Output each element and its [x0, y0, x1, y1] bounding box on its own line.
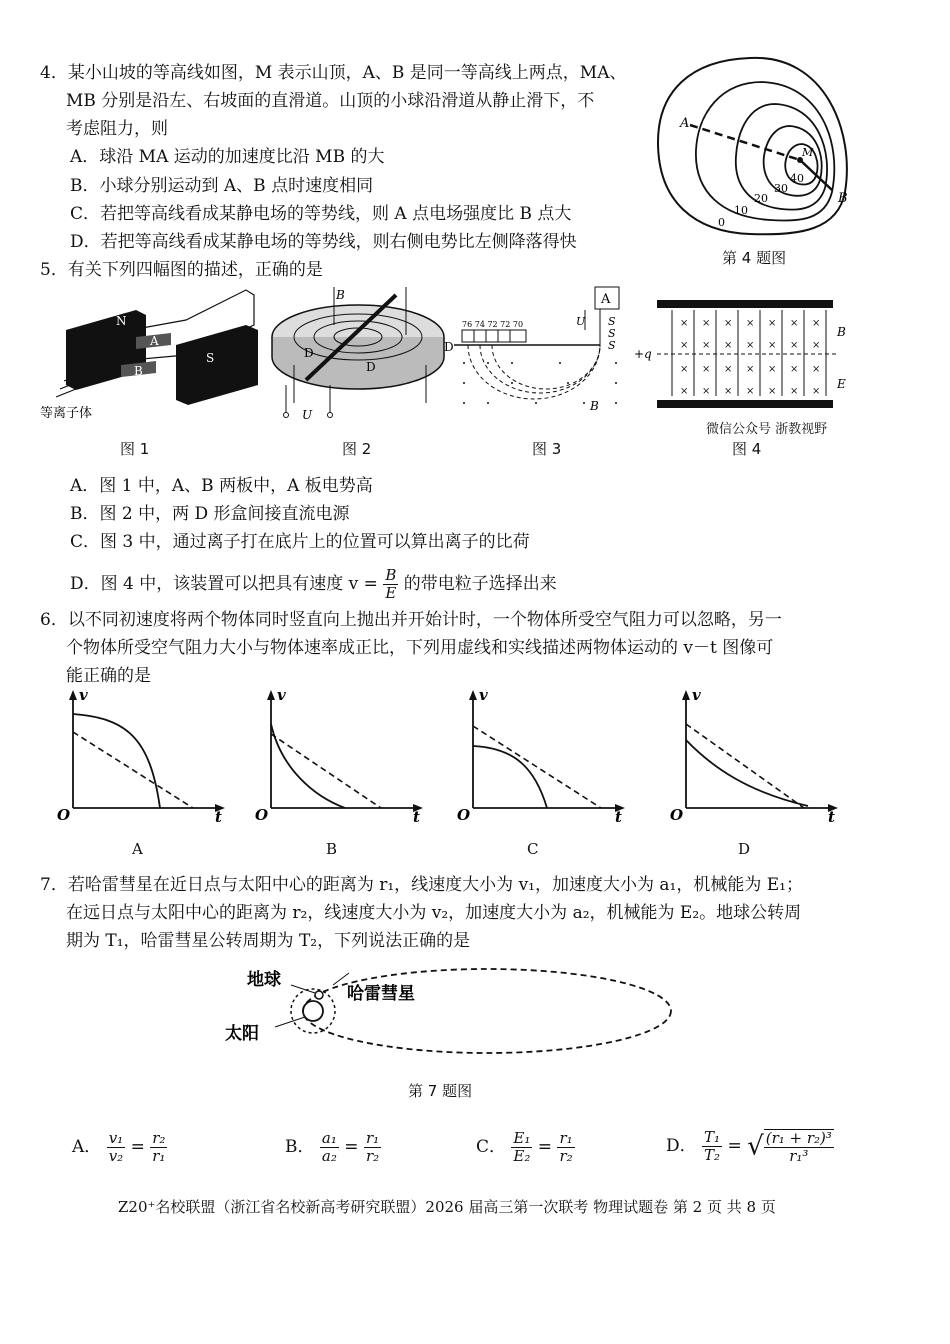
- q5-option-c: C．图 3 中，通过离子打在底片上的位置可以算出离子的比荷: [70, 532, 530, 552]
- q5-fig4-field-b: B: [837, 325, 846, 339]
- q4-option-a: A．球沿 MA 运动的加速度比沿 MB 的大: [70, 147, 385, 167]
- svg-text:×: ×: [768, 386, 777, 397]
- q5-option-d: [70, 567, 557, 602]
- q5-fig1-s-pole: S: [206, 351, 215, 365]
- q4-option-b: B．小球分别运动到 A、B 点时速度相同: [70, 176, 374, 196]
- q5-fig2-field-b: B: [336, 288, 345, 302]
- q4-contour-30: 30: [774, 182, 788, 195]
- q6-stem-line2: 个物体所受空气阻力大小与物体速率成正比，下列用虚线和实线描述两物体运动的 v－t 图像可: [66, 638, 774, 658]
- svg-text:×: ×: [812, 340, 821, 351]
- q7-a-rd: r₁: [152, 1147, 166, 1165]
- q7-b-right-fraction: [364, 1130, 381, 1165]
- q7-stem-line2: 在远日点与太阳中心的距离为 r₂，线速度大小为 v₂，加速度大小为 a₂，机械能为 E₂。地球公转周: [66, 903, 802, 923]
- q5-fig3-scale: 76 74 72 72 70: [462, 320, 524, 329]
- q7-b-left-fraction: [320, 1130, 339, 1165]
- q7-option-b: [285, 1122, 381, 1172]
- q5-fig4-charge: +q: [634, 347, 652, 361]
- q6-label-c: C: [527, 840, 539, 858]
- q6-d-axis-t: t: [828, 808, 835, 826]
- svg-text:×: ×: [724, 318, 733, 329]
- svg-text:×: ×: [724, 386, 733, 397]
- q6-b-axis-t: t: [413, 808, 420, 826]
- q6-label-d: D: [738, 840, 751, 858]
- q7-b-ld: a₂: [321, 1147, 337, 1165]
- q7-b-rn: r₁: [365, 1129, 380, 1147]
- svg-text:×: ×: [702, 364, 711, 375]
- q4-figure-caption: 第 4 题图: [722, 249, 787, 267]
- q7-earth-label: 地球: [247, 970, 281, 990]
- q5-option-b: B．图 2 中，两 D 形盒间接直流电源: [70, 504, 350, 524]
- q5-fig2-voltage: U: [302, 408, 313, 422]
- q5-fig3-field-b: B: [590, 399, 599, 413]
- q5-option-d-num: B: [385, 566, 397, 584]
- q7-sun-label: 太阳: [225, 1024, 259, 1044]
- q5-option-d-suffix: 的带电粒子选择出来: [403, 574, 557, 594]
- q5-stem: 5．有关下列四幅图的描述，正确的是: [40, 260, 323, 280]
- q4-contour-10: 10: [734, 204, 748, 217]
- q6-d-axis-v: v: [692, 688, 701, 704]
- q7-c-equals: =: [537, 1137, 553, 1157]
- q7-option-d-label: D．: [666, 1136, 697, 1156]
- svg-text:×: ×: [680, 318, 689, 329]
- svg-text:×: ×: [680, 386, 689, 397]
- q6-b-axis-v: v: [277, 688, 286, 704]
- q5-fig1-plate-b: B: [134, 364, 143, 378]
- q7-figure-caption: 第 7 题图: [408, 1082, 473, 1100]
- svg-text:×: ×: [812, 364, 821, 375]
- q7-d-left-fraction: [702, 1129, 722, 1164]
- q7-d-rn: (r₁ + r₂)³: [765, 1128, 832, 1147]
- q7-c-rd: r₂: [559, 1147, 573, 1165]
- q4-label-b: B: [838, 191, 848, 206]
- q5-fig2-dee-2: D: [366, 360, 376, 374]
- svg-text:×: ×: [768, 364, 777, 375]
- q6-graph-d: [668, 688, 843, 828]
- svg-text:×: ×: [724, 364, 733, 375]
- q6-a-axis-v: v: [79, 688, 88, 704]
- q7-a-left-fraction: [107, 1130, 126, 1165]
- q4-stem-line3: 考虑阻力，则: [66, 119, 168, 139]
- q4-option-d: D．若把等高线看成某静电场的等势线，则右侧电势比左侧降落得快: [70, 232, 577, 252]
- svg-text:×: ×: [790, 318, 799, 329]
- q6-label-a: A: [132, 840, 143, 858]
- svg-text:×: ×: [702, 318, 711, 329]
- q6-c-axis-t: t: [615, 808, 622, 826]
- q5-fig3-s1: S: [608, 315, 616, 328]
- q6-label-b: B: [326, 840, 338, 858]
- q7-a-ln: v₁: [108, 1129, 124, 1147]
- q7-option-c-label: C．: [476, 1137, 507, 1157]
- q7-d-ld: T₂: [704, 1146, 721, 1164]
- q5-fig3-source: A: [601, 292, 611, 307]
- q7-b-equals: =: [344, 1137, 359, 1157]
- svg-text:×: ×: [702, 340, 711, 351]
- svg-text:×: ×: [680, 364, 689, 375]
- q4-stem-line2: MB 分别是沿左、右坡面的直滑道。山顶的小球沿滑道从静止滑下，不: [66, 91, 595, 111]
- q6-stem-line1: 6．以不同初速度将两个物体同时竖直向上抛出并开始计时，一个物体所受空气阻力可以忽略，另一: [40, 610, 782, 630]
- q4-option-c: C．若把等高线看成某静电场的等势线，则 A 点电场强度比 B 点大: [70, 204, 572, 224]
- q6-graph-c: [455, 688, 630, 828]
- q6-c-origin: O: [457, 806, 471, 824]
- q5-fig2-dee-1: D: [304, 346, 314, 360]
- q7-stem-line1: 7．若哈雷彗星在近日点与太阳中心的距离为 r₁，线速度大小为 v₁，加速度大小为 a₁，机械能为 E₁；: [40, 875, 803, 895]
- q7-c-ln: E₁: [513, 1129, 531, 1147]
- q7-option-b-label: B．: [285, 1137, 315, 1157]
- q5-fig3-s3: S: [608, 339, 616, 352]
- q7-b-rd: r₂: [365, 1147, 380, 1165]
- q6-graph-a: [55, 688, 230, 828]
- q7-option-c: [476, 1122, 575, 1172]
- svg-text:×: ×: [746, 386, 755, 397]
- q7-option-a-label: A．: [72, 1137, 102, 1157]
- q5-option-d-fraction: [383, 567, 398, 602]
- svg-text:×: ×: [812, 318, 821, 329]
- svg-text:×: ×: [724, 340, 733, 351]
- q6-graph-b: [253, 688, 428, 828]
- q6-b-origin: O: [255, 806, 269, 824]
- q5-watermark: 微信公众号 浙教视野: [706, 422, 828, 437]
- svg-text:×: ×: [812, 386, 821, 397]
- q5-figure-2: [266, 285, 456, 425]
- q7-a-right-fraction: [150, 1130, 167, 1165]
- q5-option-d-den: E: [385, 584, 397, 602]
- q7-c-rn: r₁: [559, 1129, 573, 1147]
- q5-fig2-caption: 图 2: [342, 440, 372, 458]
- q7-option-a: [72, 1122, 167, 1172]
- q4-contour-0: 0: [718, 216, 725, 229]
- q7-option-d: [666, 1116, 834, 1176]
- q5-option-a: A．图 1 中，A、B 两板中，A 板电势高: [70, 476, 373, 496]
- q6-a-origin: O: [57, 806, 71, 824]
- q5-fig4-caption: 图 4: [732, 440, 762, 458]
- q7-a-ld: v₂: [108, 1147, 124, 1165]
- svg-text:×: ×: [768, 318, 777, 329]
- q5-fig3-caption: 图 3: [532, 440, 562, 458]
- svg-text:×: ×: [746, 340, 755, 351]
- q4-label-m: M: [802, 146, 814, 159]
- svg-text:×: ×: [790, 386, 799, 397]
- q4-contour-20: 20: [754, 192, 768, 205]
- q5-figure-4: [632, 296, 862, 416]
- q7-a-rn: r₂: [152, 1129, 166, 1147]
- svg-text:×: ×: [746, 364, 755, 375]
- q5-fig1-plate-a: A: [150, 334, 159, 348]
- q5-option-d-prefix: D．图 4 中，该装置可以把具有速度 v =: [70, 574, 378, 594]
- q7-a-equals: =: [130, 1137, 145, 1157]
- svg-text:×: ×: [790, 364, 799, 375]
- q7-b-ln: a₁: [321, 1129, 337, 1147]
- q7-orbit-figure: [225, 955, 685, 1065]
- q5-fig3-u: U: [576, 315, 586, 328]
- q5-figure-1: [36, 285, 266, 425]
- q7-c-right-fraction: [557, 1130, 574, 1165]
- q7-comet-label: 哈雷彗星: [347, 984, 415, 1004]
- q4-label-a: A: [680, 116, 690, 131]
- q7-c-left-fraction: [511, 1130, 532, 1165]
- q7-d-equals: =: [727, 1136, 742, 1156]
- svg-text:×: ×: [746, 318, 755, 329]
- q4-contour-40: 40: [790, 172, 804, 185]
- q4-contour-figure: [650, 52, 860, 242]
- page-footer: Z20⁺名校联盟（浙江省名校新高考研究联盟）2026 届高三第一次联考 物理试题卷 第 2 页 共 8 页: [118, 1198, 776, 1216]
- q5-fig1-plasma-label: 等离子体: [40, 406, 93, 421]
- q5-fig1-caption: 图 1: [120, 440, 150, 458]
- q5-fig3-d: D: [444, 340, 454, 354]
- q7-d-rd: r₁³: [789, 1146, 809, 1165]
- q6-a-axis-t: t: [215, 808, 222, 826]
- q7-d-sqrt-icon: √: [747, 1131, 764, 1162]
- q5-fig3-s2: S: [608, 327, 616, 340]
- q7-d-right-fraction: [764, 1129, 834, 1165]
- svg-text:×: ×: [702, 386, 711, 397]
- q5-figure-3: [440, 285, 640, 425]
- q6-stem-line3: 能正确的是: [66, 666, 151, 686]
- q7-d-ln: T₁: [704, 1128, 721, 1146]
- q5-fig4-field-e: E: [837, 377, 846, 391]
- q5-fig1-n-pole: N: [116, 314, 127, 328]
- svg-text:×: ×: [680, 340, 689, 351]
- q6-c-axis-v: v: [479, 688, 488, 704]
- svg-text:×: ×: [768, 340, 777, 351]
- q7-c-ld: E₂: [513, 1147, 531, 1165]
- svg-text:×: ×: [790, 340, 799, 351]
- q4-stem-line1: 4．某小山坡的等高线如图，M 表示山顶，A、B 是同一等高线上两点，MA、: [40, 63, 627, 83]
- q6-d-origin: O: [670, 806, 684, 824]
- q7-stem-line3: 期为 T₁，哈雷彗星公转周期为 T₂，下列说法正确的是: [66, 931, 471, 951]
